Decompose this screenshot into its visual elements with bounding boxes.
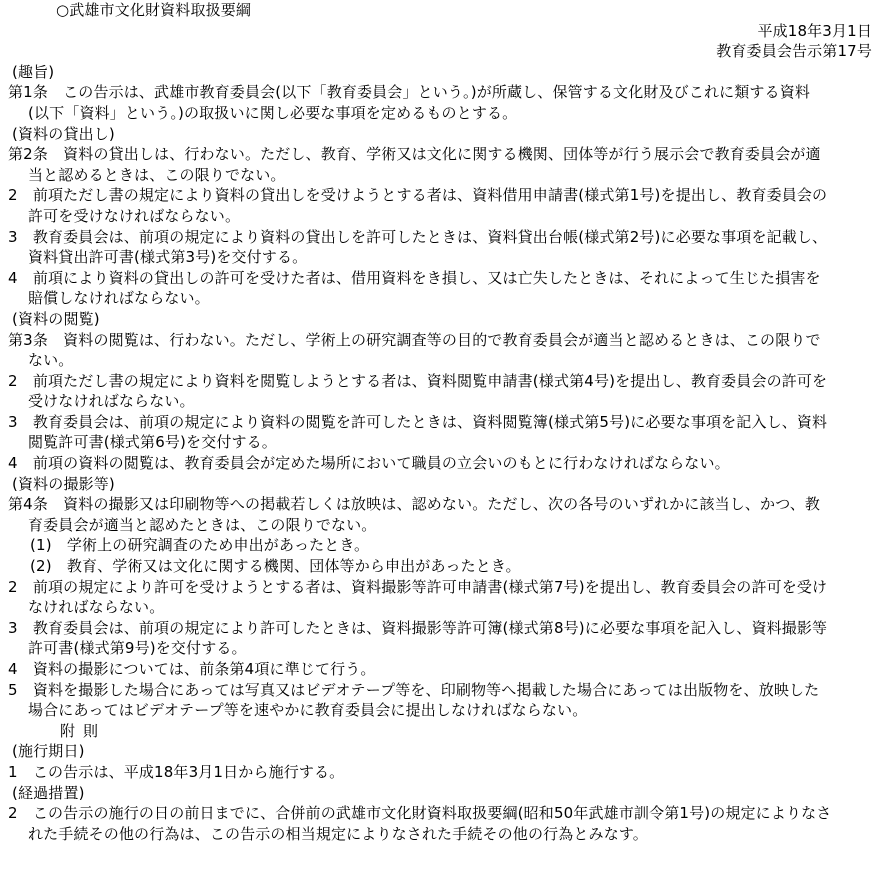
continuation-line: (以下「資料」という。)の取扱いに関し必要な事項を定めるものとする。 [28, 103, 518, 122]
continuation-line: 育委員会が適当と認めたときは、この限りでない。 [28, 515, 377, 534]
article-line: 第1条 この告示は、武雄市教育委員会(以下「教育委員会」という。)が所蔵し、保管する文化財及びこれに類する資料 [8, 83, 811, 102]
continuation-line: ない。 [28, 351, 74, 370]
section-caption: (資料の撮影等) [12, 474, 115, 493]
paragraph-line: 4 前項により資料の貸出しの許可を受けた者は、借用資料をき損し、又は亡失したときは、それによって生じた損害を [8, 268, 821, 287]
section-caption: (経過措置) [12, 783, 85, 802]
article-line: 第3条 資料の閲覧は、行わない。ただし、学術上の研究調査等の目的で教育委員会が適当と認めるときは、この限りで [8, 330, 821, 349]
document-date: 平成18年3月1日 [757, 21, 872, 40]
continuation-line: 閲覧許可書(様式第6号)を交付する。 [28, 433, 277, 452]
continuation-line: 資料貸出許可書(様式第3号)を交付する。 [28, 248, 308, 267]
continuation-line: なければならない。 [28, 598, 165, 617]
continuation-line: 場合にあってはビデオテープ等を速やかに教育委員会に提出しなければならない。 [28, 701, 588, 720]
paragraph-line: 1 この告示は、平成18年3月1日から施行する。 [8, 762, 345, 781]
continuation-line: 受けなければならない。 [28, 392, 195, 411]
paragraph-line: 2 前項の規定により許可を受けようとする者は、資料撮影等許可申請書(様式第7号)を提出し、教育委員会の許可を受け [8, 577, 828, 596]
continuation-line: れた手続その他の行為は、この告示の相当規定によりなされた手続その他の行為とみなす。 [28, 824, 648, 843]
section-caption: (趣旨) [12, 62, 55, 81]
supplementary-heading: 附則 [60, 721, 107, 740]
paragraph-line: 3 教育委員会は、前項の規定により許可したときは、資料撮影等許可簿(様式第8号)に必要な事項を記入し、資料撮影等 [8, 618, 828, 637]
document-title: ○武雄市文化財資料取扱要綱 [56, 1, 252, 19]
paragraph-line: 4 資料の撮影については、前条第4項に準じて行う。 [8, 660, 376, 678]
item-line: (1) 学術上の研究調査のため申出があったとき。 [30, 536, 370, 555]
section-caption: (資料の貸出し) [12, 124, 115, 143]
paragraph-line: 3 教育委員会は、前項の規定により資料の貸出しを許可したときは、資料貸出台帳(様式第2号)に必要な事項を記載し、 [8, 227, 828, 246]
paragraph-line: 2 前項ただし書の規定により資料の貸出しを受けようとする者は、資料借用申請書(様式第1号)を提出し、教育委員会の [8, 186, 828, 205]
provisions [0, 62, 880, 845]
section-caption: (施行期日) [12, 742, 85, 761]
item-line: (2) 教育、学術又は文化に関する機関、団体等から申出があったとき。 [30, 557, 521, 576]
continuation-line: 許可書(様式第9号)を交付する。 [28, 639, 247, 658]
paragraph-line: 4 前項の資料の閲覧は、教育委員会が定めた場所において職員の立会いのもとに行わなければならない。 [8, 454, 730, 473]
section-caption: (資料の閲覧) [12, 309, 100, 328]
continuation-line: 許可を受けなければならない。 [28, 206, 241, 225]
paragraph-line: 2 この告示の施行の日の前日までに、合併前の武雄市文化財資料取扱要綱(昭和50年武雄市訓令第1号)の規定によりなさ [8, 804, 832, 823]
paragraph-line: 3 教育委員会は、前項の規定により資料の閲覧を許可したときは、資料閲覧簿(様式第5号)に必要な事項を記入し、資料 [8, 412, 828, 431]
continuation-line: 賠償しなければならない。 [28, 289, 210, 308]
continuation-line: 当と認めるときは、この限りでない。 [28, 165, 286, 184]
paragraph-line: 2 前項ただし書の規定により資料を閲覧しようとする者は、資料閲覧申請書(様式第4号)を提出し、教育委員会の許可を [8, 371, 828, 390]
article-line: 第4条 資料の撮影又は印刷物等への掲載若しくは放映は、認めない。ただし、次の各号のいずれかに該当し、かつ、教 [8, 495, 821, 514]
paragraph-line: 5 資料を撮影した場合にあっては写真又はビデオテープ等を、印刷物等へ掲載した場合にあっては出版物を、放映した [8, 680, 820, 699]
notice-number: 教育委員会告示第17号 [716, 42, 872, 61]
article-line: 第2条 資料の貸出しは、行わない。ただし、教育、学術又は文化に関する機関、団体等が行う展示会で教育委員会が適 [8, 145, 821, 164]
